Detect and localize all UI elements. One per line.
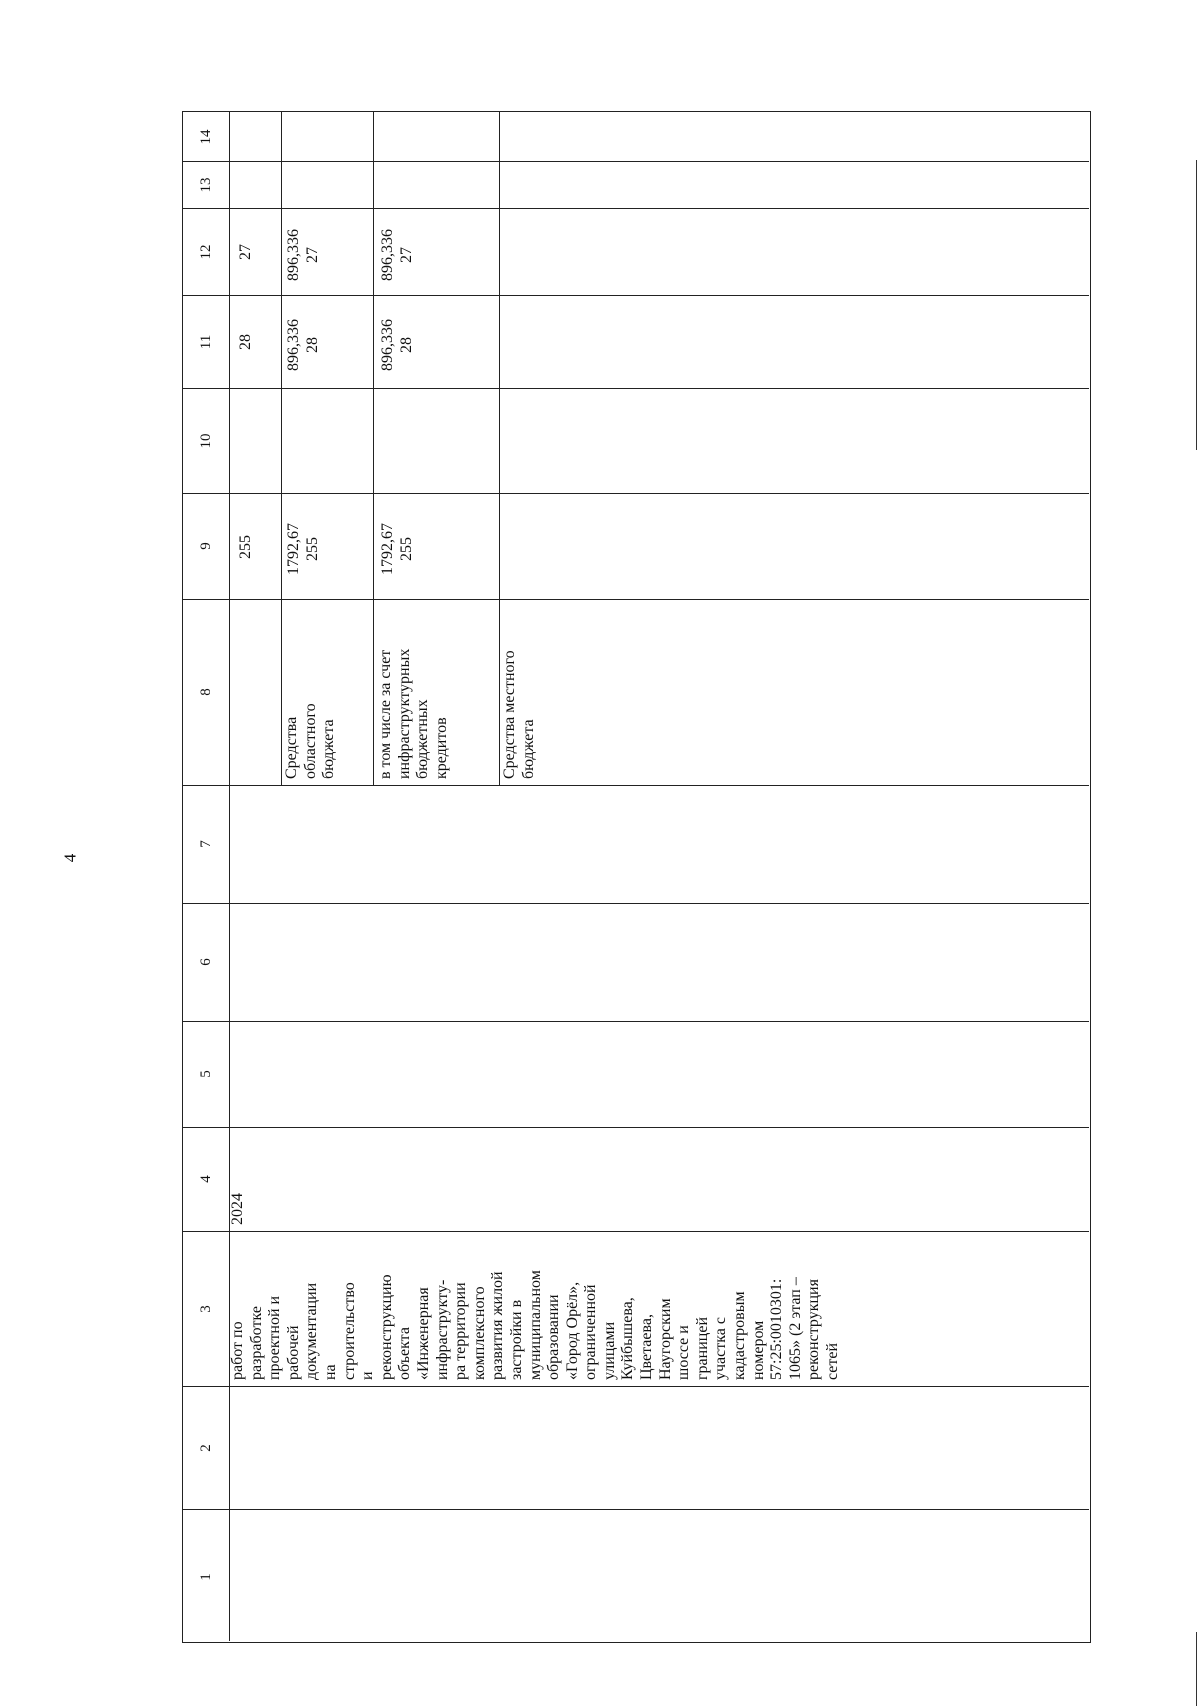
column-separator [183,388,1089,389]
column-header: 10 [198,433,214,448]
column-separator [183,1386,1089,1387]
header-separator [229,112,230,1641]
column-separator [183,785,1089,786]
row-main-col11: 28 [237,333,254,350]
page-edge-line [1196,1632,1197,1706]
row-separator [281,112,282,785]
column-header: 2 [198,1443,214,1452]
column-separator [183,599,1089,600]
source-oblast-budget: Средства областного бюджета [283,703,338,779]
column-header: 1 [198,1572,214,1581]
year-cell: 2024 [229,1193,246,1225]
column-separator [183,903,1089,904]
budget-table [182,111,1091,1643]
source-infrastructure-credits: в том числе за счет инфраструктурных бюджетных кредитов [377,648,450,779]
column-separator [183,208,1089,209]
column-header: 7 [198,840,214,848]
column-separator [183,295,1089,296]
column-separator [183,1127,1089,1128]
column-header: 4 [198,1175,214,1183]
column-header: 5 [198,1070,214,1078]
row-infra-col12: 896,336 27 [379,228,415,281]
source-local-budget: Средства местного бюджета [501,650,537,779]
page-edge-line [1196,160,1197,450]
page-number: 4 [60,853,80,863]
row-separator [499,112,500,785]
column-separator [183,1231,1089,1232]
column-header: 3 [198,1304,214,1313]
column-header: 6 [198,958,214,966]
column-separator [183,493,1089,494]
row-oblast-col11: 896,336 28 [285,318,321,371]
row-oblast-col12: 896,336 27 [285,228,321,281]
row-separator [373,112,374,785]
column-header: 9 [198,542,214,550]
column-header: 8 [198,688,214,696]
row-infra-col11: 896,336 28 [379,318,415,371]
activity-description: работ по разработке проектной и рабочей документации на строительство и реконструкцию объекта «Инженерная инфраструкту- ра территории комплексного развития жилой застройки в муниципальном образовании «Город Орёл», ограниченной улицами Куйбышева, Цветаева, Наугорским шоссе и границей участка с кадастровым номером 57:25:0010301: 1065» (2 этап – реконструкция сетей [229,1270,841,1380]
column-header: 11 [198,334,214,349]
column-separator [183,1021,1089,1022]
column-separator [183,1509,1089,1510]
row-oblast-col9: 1792,67 255 [285,523,321,576]
row-main-col9: 255 [237,534,254,559]
column-header: 12 [198,244,214,259]
column-separator [183,161,1089,162]
column-header: 14 [198,129,214,144]
column-header: 13 [198,177,214,192]
row-infra-col9: 1792,67 255 [379,523,415,576]
row-main-col12: 27 [237,243,254,260]
